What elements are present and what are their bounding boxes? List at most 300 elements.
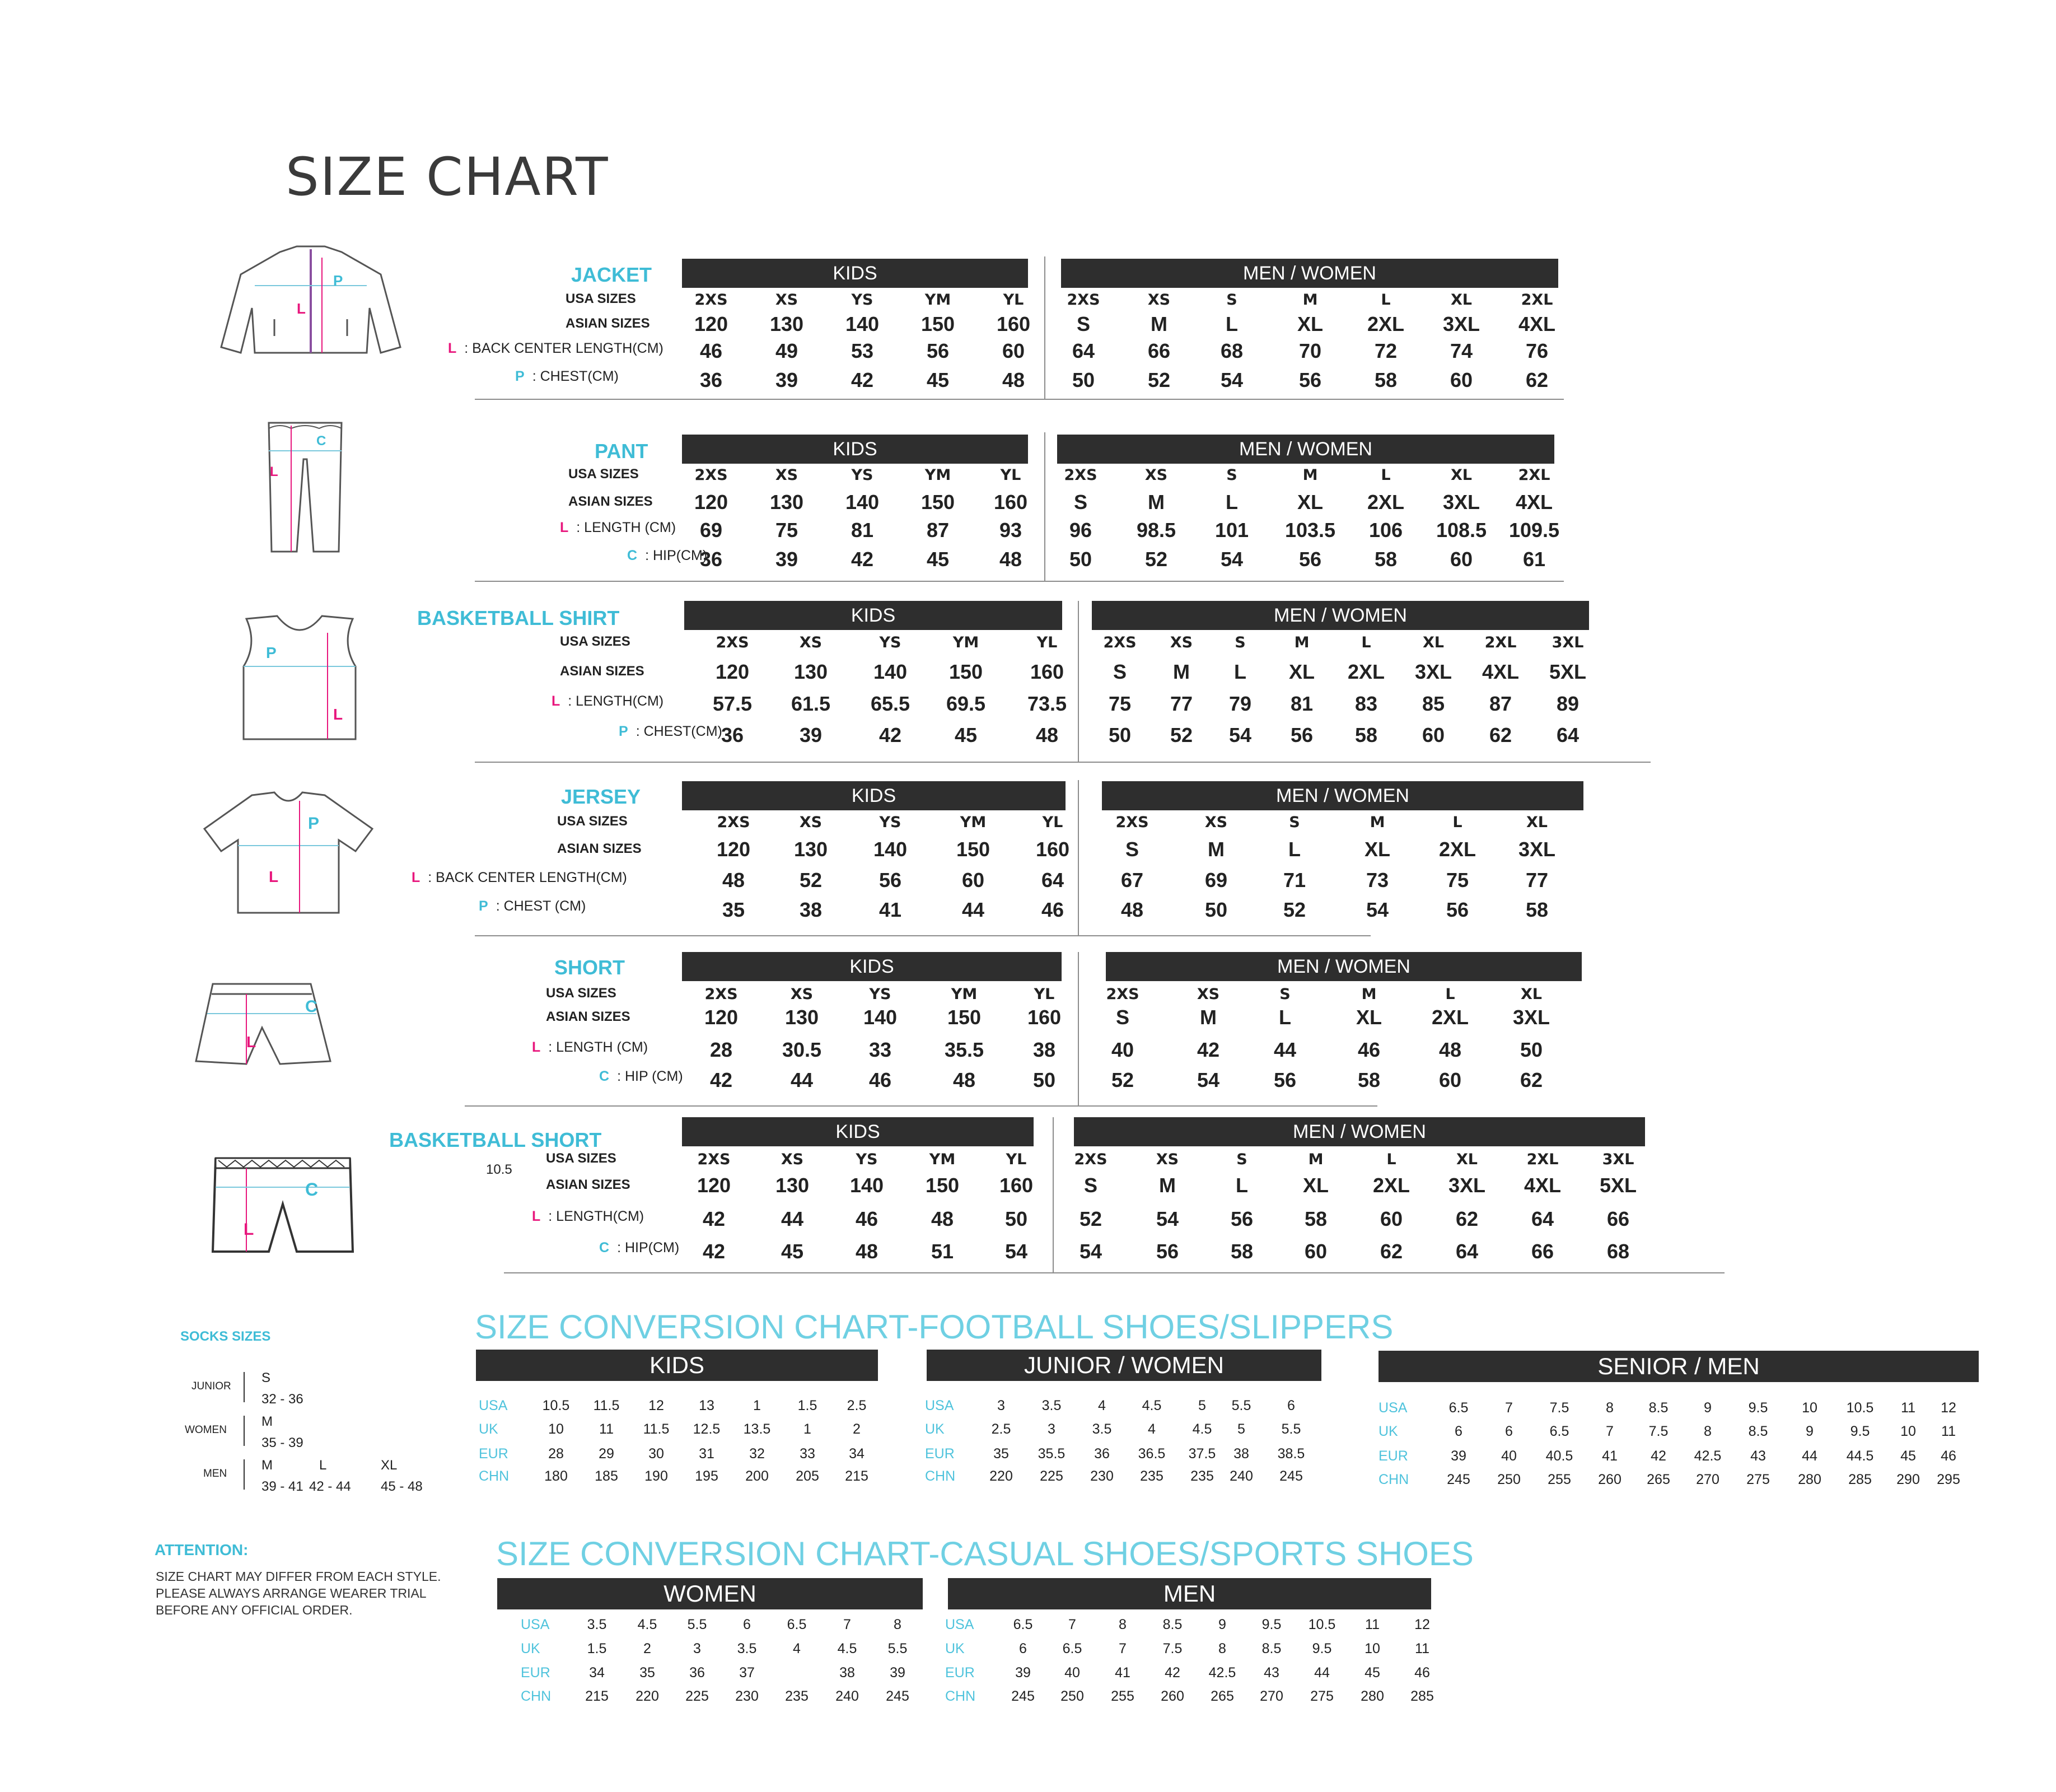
kids-size-cell: YM [952,634,979,651]
kids-size-cell: 87 [926,519,950,542]
shoe-row-label: UK [1379,1424,1398,1439]
shoe-size-cell: 4.5 [837,1641,857,1656]
adult-size-cell: 50 [1520,1038,1543,1061]
shoe-size-cell: 280 [1361,1688,1384,1704]
adult-size-cell: L [1226,312,1238,335]
adult-size-cell: 87 [1489,692,1512,715]
kids-size-cell: 42 [709,1068,733,1091]
kids-size-cell: 46 [868,1068,892,1091]
shoe-row-label: USA [479,1398,508,1413]
measure-letter: L [532,1039,541,1055]
adult-size-cell: 2XS [1115,814,1149,831]
adult-size-cell: 66 [1606,1207,1630,1230]
adult-size-cell: 79 [1228,692,1252,715]
kids-header: KIDS [684,601,1062,630]
shoe-size-cell: 4.5 [1192,1421,1212,1437]
kids-size-cell: 44 [781,1207,804,1230]
adult-size-cell: XS [1144,466,1168,484]
shoe-size-cell: 1.5 [797,1398,817,1413]
adult-size-cell: S [1083,1174,1097,1197]
adult-size-cell: 83 [1354,692,1378,715]
adult-size-cell: 5XL [1549,660,1587,683]
adult-size-cell: L [1226,491,1238,514]
shoe-size-cell: 250 [1497,1472,1521,1487]
shoe-size-cell: 44 [1802,1448,1817,1464]
adult-size-cell: 3XL [1442,491,1480,514]
shoe-size-cell: 5.5 [1281,1421,1301,1437]
adult-size-cell: 2XS [1106,986,1139,1003]
kids-size-cell: 130 [775,1174,810,1197]
measurement-label-width [515,368,619,385]
svg-text:C: C [305,997,317,1016]
shoe-size-cell: 5 [1198,1398,1206,1413]
shoe-size-cell: 32 [749,1446,765,1462]
svg-text:C: C [316,433,326,449]
shoe-size-cell: 9.5 [1261,1617,1282,1632]
kids-size-cell: 130 [793,838,828,861]
shoe-size-cell: 285 [1410,1688,1434,1704]
section-divider [475,935,1371,936]
kids-size-cell: 51 [931,1240,954,1263]
adult-header: MEN / WOMEN [1092,601,1589,630]
kids-size-cell: 48 [1035,724,1059,746]
socks-men-label: MEN [203,1468,227,1480]
shoe-size-cell: 230 [735,1688,759,1704]
shoe-group-header: KIDS [476,1350,878,1381]
shoe-size-cell: 9.5 [1312,1641,1332,1656]
shoe-size-cell: 42 [1165,1665,1180,1681]
shoe-size-cell: 5.5 [687,1617,707,1632]
adult-size-cell: XS [1170,634,1193,651]
kids-size-cell: YM [960,814,987,831]
shoe-size-cell: 13 [699,1398,714,1413]
shoe-size-cell: 5.5 [887,1641,908,1656]
kids-size-cell: 54 [1004,1240,1028,1263]
column-divider [1078,601,1079,762]
shoe-size-cell: 35 [993,1446,1009,1462]
measurement-label-length [412,870,627,886]
adult-size-cell: 52 [1170,724,1193,746]
shoe-size-cell: 6 [1505,1424,1513,1439]
adult-size-cell: 3XL [1414,660,1452,683]
kids-size-cell: XS [775,291,798,309]
adult-size-cell: L [1234,660,1246,683]
kids-size-cell: 48 [952,1068,976,1091]
usa-sizes-label: USA SIZES [546,1151,616,1166]
shoe-size-cell: 3.5 [1041,1398,1062,1413]
kids-size-cell: 69 [699,519,723,542]
adult-size-cell: 81 [1290,692,1314,715]
shoe-size-cell: 6 [743,1617,751,1632]
shoe-size-cell: 245 [1011,1688,1035,1704]
shoe-size-cell: 215 [585,1688,609,1704]
shoe-size-cell: 3.5 [1092,1421,1112,1437]
socks-title: SOCKS SIZES [180,1329,271,1344]
adult-size-cell: XL [1526,814,1548,831]
shoe-size-cell: 9 [1704,1400,1712,1416]
kids-size-cell: 39 [775,548,798,571]
shoe-row-label: USA [521,1617,550,1632]
adult-size-cell: 44 [1273,1038,1297,1061]
shoe-size-cell: 45 [1365,1665,1380,1681]
shoe-size-cell: 43 [1264,1665,1279,1681]
shoe-size-cell: 37.5 [1188,1446,1216,1462]
shoe-size-cell: 215 [845,1468,868,1484]
kids-size-cell: YL [1034,986,1055,1003]
adult-size-cell: 56 [1290,724,1314,746]
svg-text:P: P [333,272,343,289]
measure-text: : HIP(CM) [645,548,708,563]
usa-sizes-label: USA SIZES [546,986,616,1001]
pants-icon [258,414,353,560]
kids-size-cell: 45 [781,1240,804,1263]
measure-text: : LENGTH (CM) [548,1039,648,1055]
measure-text: : BACK CENTER LENGTH(CM) [464,340,663,356]
kids-size-cell: 41 [879,898,902,921]
shoe-size-cell: 9 [1806,1424,1814,1439]
shoe-group-header: MEN [948,1578,1431,1609]
shoe-size-cell: 1.5 [587,1641,607,1656]
adult-size-cell: M [1200,1006,1217,1029]
adult-size-cell: 48 [1438,1038,1462,1061]
page-title: SIZE CHART [286,147,609,208]
section-divider [465,1105,1377,1107]
shoe-size-cell: 9.5 [1850,1424,1870,1439]
kids-size-cell: 28 [709,1038,733,1061]
shoe-size-cell: 39 [890,1665,905,1681]
shoe-size-cell: 12 [648,1398,664,1413]
adult-size-cell: 2XL [1521,291,1553,309]
adult-size-cell: 64 [1455,1240,1479,1263]
kids-size-cell: 38 [1032,1038,1056,1061]
adult-size-cell: L [1445,986,1455,1003]
attention-line: PLEASE ALWAYS ARRANGE WEARER TRIAL [156,1586,427,1600]
adult-size-cell: 54 [1228,724,1252,746]
adult-size-cell: M [1302,291,1318,309]
shoe-size-cell: 10 [548,1421,564,1437]
kids-size-cell: 45 [954,724,978,746]
socks-women-label: WOMEN [185,1424,227,1436]
adult-size-cell: 108.5 [1436,519,1487,542]
asian-sizes-label: ASIAN SIZES [560,664,644,679]
adult-size-cell: S [1235,634,1246,651]
adult-size-cell: S [1226,291,1237,309]
socks-men-range: 42 - 44 [309,1479,351,1494]
basketball-shorts-icon [207,1148,358,1257]
shoe-size-cell: 12 [1941,1400,1956,1416]
kids-size-cell: 61.5 [791,692,831,715]
adult-size-cell: 64 [1531,1207,1554,1230]
svg-text:C: C [305,1179,319,1200]
kids-size-cell: XS [781,1151,804,1168]
column-divider [1044,256,1045,399]
adult-size-cell: 2XL [1518,466,1550,484]
socks-junior-label: JUNIOR [191,1380,231,1392]
socks-men-size: L [319,1458,327,1473]
adult-size-cell: S [1073,491,1087,514]
shoe-group-header: JUNIOR / WOMEN [927,1350,1321,1381]
kids-size-cell: XS [790,986,814,1003]
kids-size-cell: 42 [879,724,902,746]
adult-header: MEN / WOMEN [1061,259,1558,288]
kids-size-cell: YS [851,291,873,309]
product-title: SHORT [554,956,625,979]
shoe-size-cell: 5.5 [1231,1398,1251,1413]
adult-size-cell: 54 [1366,898,1389,921]
socks-junior-size: S [261,1370,271,1385]
adult-size-cell: 62 [1525,368,1549,391]
shoe-size-cell: 255 [1111,1688,1134,1704]
adult-size-cell: XL [1450,291,1473,309]
section-divider [475,399,1564,400]
socks-divider [244,1416,245,1446]
shoe-size-cell: 7 [843,1617,851,1632]
shoe-size-cell: 4.5 [637,1617,657,1632]
section-divider [504,1272,1725,1273]
shoe-size-cell: 40 [1064,1665,1080,1681]
kids-size-cell: 52 [799,869,823,892]
shoe-row-label: EUR [925,1446,955,1462]
shoe-row-label: USA [925,1398,954,1413]
adult-size-cell: 89 [1556,692,1580,715]
shoe-size-cell: 42.5 [1208,1665,1236,1681]
adult-size-cell: L [1452,814,1462,831]
kids-size-cell: 150 [947,1006,982,1029]
adult-size-cell: 2XL [1438,838,1476,861]
kids-size-cell: 56 [926,339,950,362]
adult-size-cell: XL [1422,634,1445,651]
adult-size-cell: 109.5 [1508,519,1560,542]
extra-note: 10.5 [486,1162,512,1177]
adult-size-cell: 2XS [1074,1151,1108,1168]
shoe-size-cell: 3 [693,1641,701,1656]
kids-size-cell: 120 [694,491,728,514]
shoe-size-cell: 240 [835,1688,859,1704]
svg-text:P: P [266,644,277,661]
shoe-size-cell: 2 [643,1641,651,1656]
shoe-size-cell: 40 [1501,1448,1517,1464]
kids-size-cell: YS [851,466,873,484]
attention-line: BEFORE ANY OFFICIAL ORDER. [156,1603,353,1617]
kids-size-cell: 46 [855,1207,879,1230]
svg-text:L: L [333,706,343,723]
kids-size-cell: 2XS [717,814,750,831]
adult-size-cell: M [1159,1174,1176,1197]
kids-header: KIDS [682,952,1062,981]
kids-size-cell: YM [924,291,951,309]
shoe-size-cell: 270 [1696,1472,1719,1487]
shoe-size-cell: 6.5 [787,1617,807,1632]
adult-size-cell: L [1381,291,1391,309]
product-title: BASKETBALL SHIRT [417,606,620,629]
product-title: BASKETBALL SHORT [389,1128,602,1151]
kids-size-cell: 75 [775,519,798,542]
measure-letter: P [619,724,628,739]
measure-text: : CHEST(CM) [636,724,722,739]
adult-size-cell: XL [1364,838,1390,861]
kids-size-cell: 42 [851,548,874,571]
adult-size-cell: 2XL [1372,1174,1410,1197]
measure-letter: C [599,1240,610,1256]
adult-size-cell: 50 [1069,548,1092,571]
adult-size-cell: 58 [1374,368,1398,391]
shoe-size-cell: 8 [1119,1617,1127,1632]
adult-size-cell: 54 [1156,1207,1179,1230]
adult-size-cell: 54 [1220,368,1244,391]
shoe-size-cell: 8 [1218,1641,1226,1656]
kids-size-cell: 130 [784,1006,819,1029]
kids-size-cell: XS [775,466,798,484]
measure-letter: L [412,870,420,885]
shoe-row-label: UK [479,1421,498,1437]
adult-size-cell: 4XL [1518,312,1556,335]
adult-size-cell: 62 [1520,1068,1543,1091]
kids-header: KIDS [682,1117,1034,1146]
svg-text:L: L [297,300,306,317]
adult-size-cell: XS [1147,291,1171,309]
shoe-size-cell: 38.5 [1277,1446,1305,1462]
shoe-size-cell: 225 [685,1688,709,1704]
adult-size-cell: 2XL [1367,312,1405,335]
kids-size-cell: 49 [775,339,798,362]
socks-divider [244,1459,245,1490]
shoe-group-header: WOMEN [497,1578,923,1609]
kids-size-cell: 35 [722,898,745,921]
shoe-size-cell: 8.5 [1648,1400,1669,1416]
measure-text: : CHEST(CM) [532,368,619,384]
adult-size-cell: 60 [1438,1068,1462,1091]
column-divider [1078,780,1079,935]
adult-size-cell: XL [1297,491,1323,514]
shoe-row-label: CHN [479,1468,510,1484]
shoe-size-cell: 36 [689,1665,705,1681]
kids-size-cell: 38 [799,898,823,921]
adult-size-cell: 54 [1197,1068,1220,1091]
shoe-row-label: EUR [945,1665,975,1681]
adult-header: MEN / WOMEN [1106,952,1582,981]
shoe-size-cell: 6.5 [1448,1400,1469,1416]
adult-size-cell: L [1386,1151,1396,1168]
shoe-size-cell: 245 [1447,1472,1470,1487]
kids-size-cell: 36 [699,368,723,391]
shoe-size-cell: 40.5 [1545,1448,1573,1464]
asian-sizes-label: ASIAN SIZES [546,1177,630,1192]
kids-size-cell: 73.5 [1027,692,1067,715]
usa-sizes-label: USA SIZES [568,466,639,482]
kids-size-cell: 39 [799,724,823,746]
adult-size-cell: 67 [1120,869,1144,892]
socks-divider [244,1372,245,1402]
shoe-size-cell: 2.5 [991,1421,1011,1437]
shoe-size-cell: 220 [636,1688,659,1704]
adult-size-cell: 62 [1380,1240,1403,1263]
shoe-row-label: EUR [1379,1448,1408,1464]
adult-size-cell: 58 [1525,898,1549,921]
shoe-size-cell: 7 [1505,1400,1513,1416]
kids-size-cell: 81 [851,519,874,542]
shoe-size-cell: 46 [1414,1665,1430,1681]
adult-size-cell: 2XL [1484,634,1517,651]
kids-size-cell: 140 [873,838,908,861]
adult-size-cell: 60 [1304,1240,1328,1263]
adult-size-cell: 56 [1298,548,1322,571]
measure-letter: P [479,898,488,914]
adult-size-cell: 52 [1144,548,1168,571]
adult-header: MEN / WOMEN [1074,1117,1645,1146]
adult-size-cell: 56 [1156,1240,1179,1263]
kids-size-cell: XS [799,634,823,651]
measure-text: : LENGTH(CM) [568,693,664,709]
shoe-size-cell: 2.5 [847,1398,867,1413]
adult-size-cell: 2XL [1526,1151,1559,1168]
measure-letter: L [552,693,560,709]
adult-size-cell: XL [1456,1151,1478,1168]
shoe-size-cell: 8 [1704,1424,1712,1439]
kids-size-cell: 160 [1027,1006,1062,1029]
adult-size-cell: 62 [1489,724,1512,746]
product-title: JACKET [571,263,652,286]
shoe-size-cell: 39 [1451,1448,1466,1464]
measure-letter: L [532,1208,541,1224]
shoe-size-cell: 35 [639,1665,655,1681]
shoe-size-cell: 36.5 [1138,1446,1166,1462]
measure-text: : CHEST (CM) [496,898,586,914]
adult-size-cell: 60 [1422,724,1445,746]
kids-size-cell: 44 [790,1068,814,1091]
shoe-size-cell: 205 [796,1468,819,1484]
adult-size-cell: M [1370,814,1385,831]
adult-size-cell: 46 [1357,1038,1381,1061]
kids-header: KIDS [682,435,1028,464]
adult-size-cell: 58 [1230,1240,1254,1263]
adult-size-cell: 2XS [1064,466,1097,484]
adult-size-cell: M [1173,660,1190,683]
shoe-size-cell: 35.5 [1038,1446,1066,1462]
adult-size-cell: 103.5 [1284,519,1336,542]
adult-size-cell: 50 [1072,368,1095,391]
kids-size-cell: 48 [722,869,745,892]
adult-size-cell: M [1308,1151,1324,1168]
adult-size-cell: 2XL [1347,660,1385,683]
shoe-size-cell: 43 [1750,1448,1766,1464]
shoe-size-cell: 42.5 [1694,1448,1722,1464]
measurement-label-length [560,520,676,536]
adult-size-cell: 3XL [1512,1006,1550,1029]
adult-size-cell: 2XL [1431,1006,1469,1029]
shoe-size-cell: 11 [1415,1641,1429,1656]
shoe-size-cell: 45 [1900,1448,1916,1464]
adult-size-cell: 3XL [1552,634,1584,651]
adult-size-cell: 58 [1354,724,1378,746]
kids-size-cell: 39 [775,368,798,391]
shoe-row-label: CHN [521,1688,552,1704]
adult-size-cell: M [1148,491,1165,514]
shoe-size-cell: 10 [1365,1641,1380,1656]
kids-size-cell: 36 [721,724,744,746]
adult-size-cell: M [1302,466,1318,484]
kids-size-cell: YL [1000,466,1021,484]
shoe-size-cell: 4.5 [1142,1398,1162,1413]
product-title: PANT [595,440,648,463]
shoe-row-label: CHN [925,1468,956,1484]
shoe-size-cell: 7.5 [1549,1400,1569,1416]
shoe-size-cell: 34 [589,1665,605,1681]
adult-size-cell: 101 [1214,519,1249,542]
adult-size-cell: 61 [1522,548,1546,571]
kids-size-cell: 36 [699,548,723,571]
asian-sizes-label: ASIAN SIZES [546,1009,630,1024]
shoe-size-cell: 6.5 [1062,1641,1082,1656]
